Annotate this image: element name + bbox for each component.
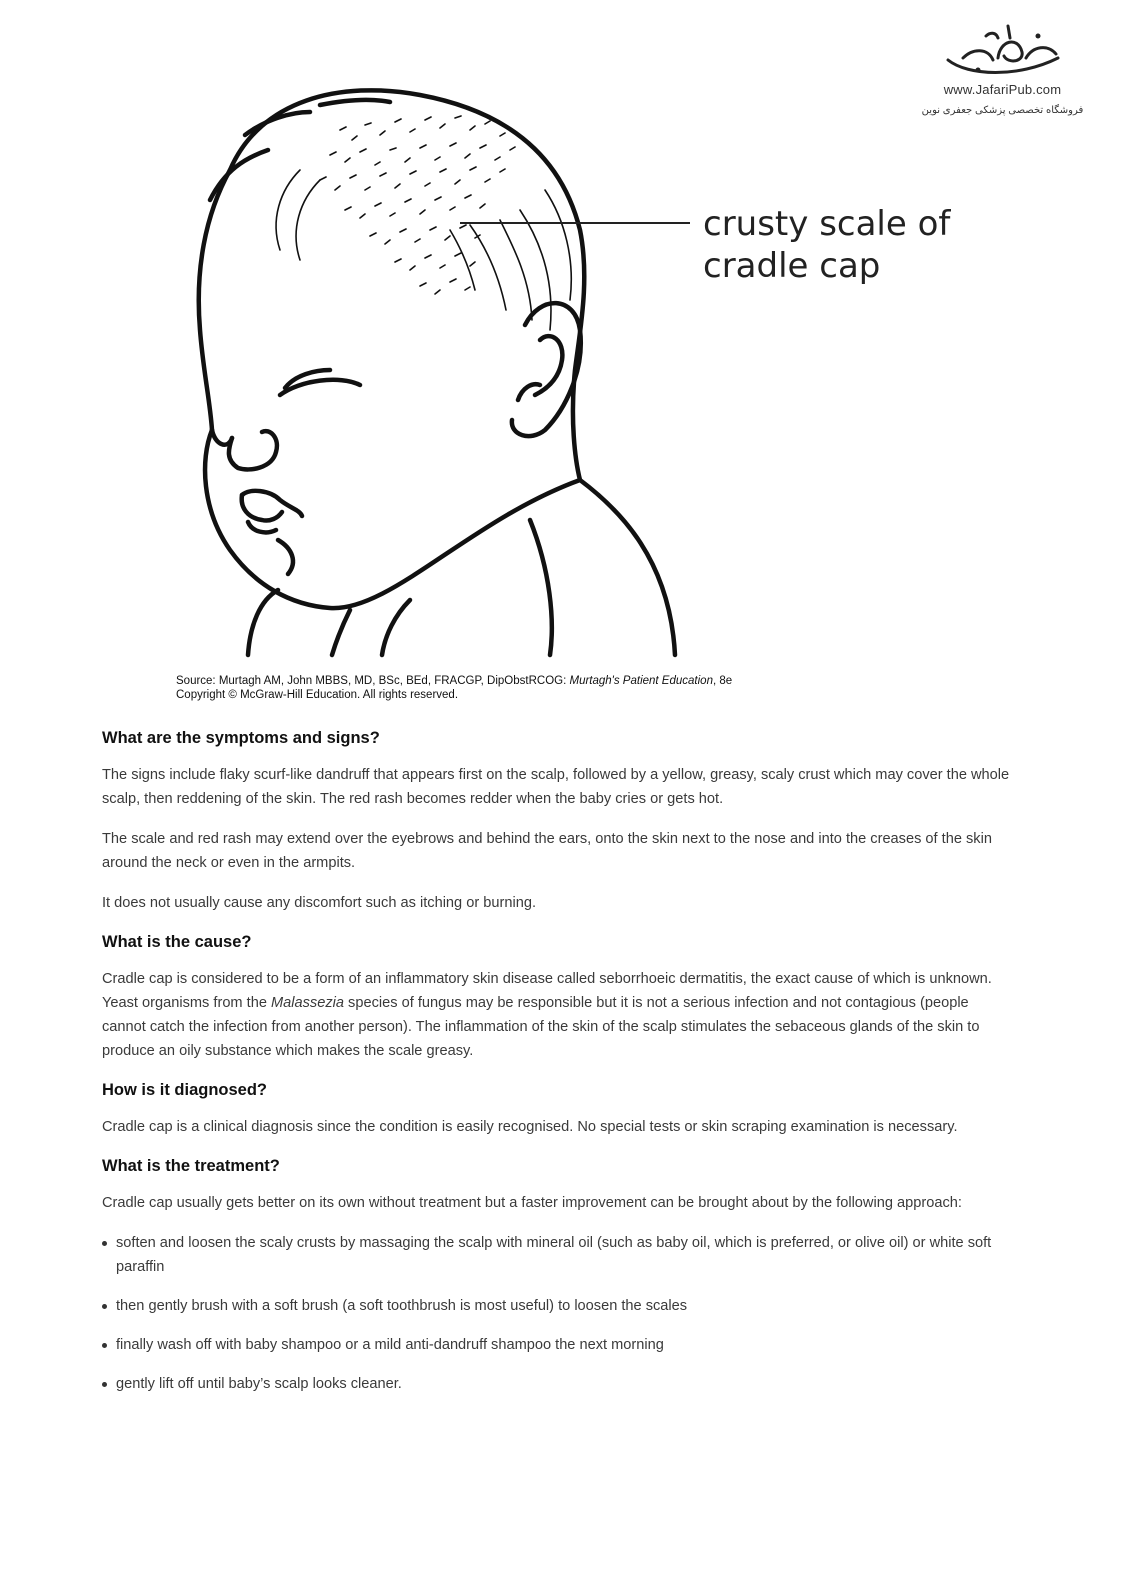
logo-url: www.JafariPub.com	[943, 82, 1062, 97]
paragraph: Cradle cap is a clinical diagnosis since the condition is easily recognised. No special tests or skin scraping examination is necessary.	[102, 1119, 958, 1135]
logo-store-name: فروشگاه تخصصی پزشکی جعفری نوین	[921, 105, 1084, 116]
paragraph-text: species of fungus may be responsible but it is not a serious infection and not contagious (people cannot catch the infection from another person). The inflammation of the skin of the scalp stimulates the sebaceous glands of the skin to produce an oily substance which makes the scale greasy.	[102, 995, 980, 1059]
article-body	[102, 727, 1012, 1411]
source-prefix: Source: Murtagh AM, John MBBS, MD, BSc, BEd, FRACGP, DipObstRCOG:	[176, 675, 570, 687]
treatment-list	[102, 1231, 1012, 1396]
calligraphy-logo-icon	[938, 18, 1068, 80]
scale-texture	[320, 116, 515, 294]
section-symptoms	[102, 727, 1012, 915]
section-heading: What is the treatment?	[102, 1157, 280, 1175]
species-name: Malassezia	[271, 995, 344, 1011]
section-heading: What is the cause?	[102, 933, 252, 951]
paragraph: Cradle cap usually gets better on its own without treatment but a faster improvement can be brought about by the following approach:	[102, 1195, 962, 1211]
paragraph	[102, 967, 1012, 1063]
list-item-text: gently lift off until baby’s scalp looks cleaner.	[116, 1376, 402, 1392]
paragraph: It does not usually cause any discomfort such as itching or burning.	[102, 895, 536, 911]
source-edition: , 8e	[712, 675, 733, 687]
bullet-icon	[102, 1304, 107, 1309]
callout-leader-line	[460, 222, 690, 224]
bullet-icon	[102, 1343, 107, 1348]
section-heading: How is it diagnosed?	[102, 1081, 268, 1099]
paragraph: The scale and red rash may extend over the eyebrows and behind the ears, onto the skin next to the nose and into the creases of the skin around the neck or even in the armpits.	[102, 831, 992, 871]
section-treatment	[102, 1155, 1012, 1396]
callout-line-1: crusty scale of	[703, 204, 951, 244]
figure-source	[176, 674, 732, 702]
bullet-icon	[102, 1382, 107, 1387]
source-book-title: Murtagh's Patient Education	[569, 675, 713, 687]
list-item-text: then gently brush with a soft brush (a soft toothbrush is most useful) to loosen the scales	[116, 1298, 688, 1314]
list-item	[102, 1294, 1012, 1318]
list-item	[102, 1231, 1012, 1279]
list-item	[102, 1333, 1012, 1357]
paragraph: The signs include flaky scurf-like dandruff that appears first on the scalp, followed by a yellow, greasy, scaly crust which may cover the whole scalp, then reddening of the skin. The red rash becomes redder when the baby cries or gets hot.	[102, 767, 1010, 807]
source-line-2: Copyright © McGraw-Hill Education. All rights reserved.	[176, 689, 459, 701]
list-item-text: soften and loosen the scaly crusts by massaging the scalp with mineral oil (such as baby oil, which is preferred, or olive oil) or white soft paraffin	[116, 1235, 992, 1275]
callout-line-2: cradle cap	[703, 246, 881, 286]
publisher-logo	[920, 18, 1085, 116]
list-item-text: finally wash off with baby shampoo or a mild anti-dandruff shampoo the next morning	[116, 1337, 664, 1353]
figure-callout	[703, 203, 950, 287]
list-item	[102, 1372, 1012, 1396]
section-diagnosis	[102, 1079, 1012, 1139]
baby-head-illustration	[170, 40, 700, 665]
source-line-1	[176, 674, 732, 688]
bullet-icon	[102, 1241, 107, 1246]
section-heading: What are the symptoms and signs?	[102, 729, 380, 747]
paragraph-text: Cradle cap is considered to be a form of an inflammatory skin disease called seborrhoeic dermatitis, the exact cause of which is unknown. Yeast organisms from the	[102, 971, 992, 1011]
section-cause	[102, 931, 1012, 1063]
